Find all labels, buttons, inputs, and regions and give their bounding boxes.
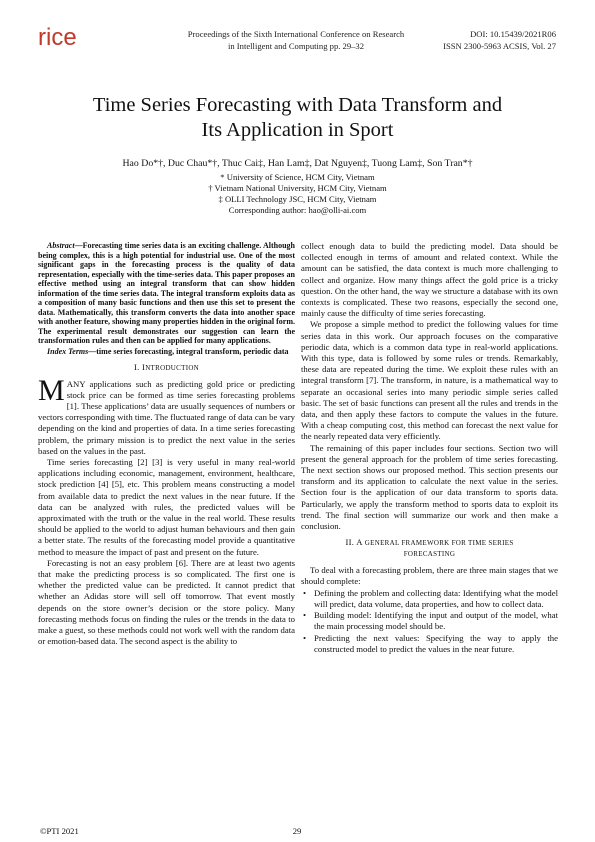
intro-paragraph-5: We propose a simple method to predict the following values for time series data in this work. Our approach focuses on the comparative periodic data, which is a common data type in real-world applications. With this type, data is followed by some rules or trends. Remarkably, these data are repeated during the time. We exploit these rules with an integral transform [7]. The transform, in nature, is a mathematical way to separate an occasional series into many periodic simple series called basic. The set of basic functions can present all the rules and trends in the data, and then apply these factors to compute the values in the future. With a cheap computing cost, this method can forecast the next value for the nearly repeated data very efficiently. bbox=[301, 319, 558, 442]
index-terms-label: Index Terms bbox=[47, 347, 89, 357]
page-number: 29 bbox=[292, 826, 302, 836]
title-line-2: Its Application in Sport bbox=[201, 119, 394, 141]
doi: DOI: 10.15439/2021R06 bbox=[470, 29, 556, 39]
issn: ISSN 2300-5963 ACSIS, Vol. 27 bbox=[443, 41, 556, 51]
affiliation-2: † Vietnam National University, HCM City, Vietnam bbox=[208, 183, 387, 193]
intro-paragraph-4: collect enough data to build the predicting model. Data should be collected enough in terms of amount and related context. While the amount can be satisfied, the data context is much more challenging to collect and organize. How many things affect the gold price is a tricky question. On the other hand, the way we structure a database with its own contexts is complicated. These two reasons, especially the second one, mainly cause the difficulty of time series forecasting. bbox=[301, 241, 558, 319]
author-list: Hao Do*†, Duc Chau*†, Thuc Cai‡, Han Lam‡, Dat Nguyen‡, Tuong Lam‡, Son Tran*† bbox=[122, 158, 473, 169]
intro-paragraph-3: Forecasting is not an easy problem [6]. There are at least two agents that make the predicting process is so complicated. The first one is whether the predicted value can be predicted. It cannot predict that whether an Adidas store will sell off tomorrow. That event mostly depends on the store owner’s decision or the store policy. Many forecasting methods focus on finding the rules or the trends in the data to make a guest, so these methods could not work well with the random data or emotion-based data. The second aspect is the ability to bbox=[38, 557, 295, 647]
framework-paragraph-1: To deal with a forecasting problem, there are three main stages that we should complete: bbox=[301, 565, 558, 587]
intro-paragraph-6: The remaining of this paper includes four sections. Section two will present the general approach for the problem of time series forecasting. The next section shows our proposed method. This section presents our transform and its application to calculate the next value in the series. Section four is the application of our data transform to sports data. Particularly, we apply the transform method to sports data to exploit its trend. The final section will summarize our work and then make a conclusion. bbox=[301, 442, 558, 532]
conference-line-1: Proceedings of the Sixth International Conference on Research bbox=[187, 29, 405, 39]
conference-header bbox=[165, 28, 427, 52]
section-2-line-1 bbox=[301, 537, 558, 549]
index-terms-text: —time series forecasting, integral transform, periodic data bbox=[88, 347, 289, 357]
right-column bbox=[301, 241, 558, 655]
conference-line-2: in Intelligent and Computing pp. 29–32 bbox=[227, 41, 365, 51]
section-1-cap: I bbox=[142, 361, 146, 372]
abstract-label: Abstract bbox=[47, 241, 75, 250]
framework-steps bbox=[301, 588, 558, 655]
publication-info bbox=[438, 28, 556, 52]
section-2-numeral: II. bbox=[345, 537, 357, 548]
abstract-text: —Forecasting time series data is an exciting challenge. Although being complex, this is a high potential for industrial use. One of the most significant gaps in the forecasting process is the quality of data representation, especially with the time-series data. This paper proposes an effective method using an integral transform that can show hidden information of the time series data. The integral transform exploits data as a composition of many basic functions and then use this set to present the data. Mathematically, this transform converts the data into another space with another feature, showing many properties hidden in the original form. The experimental result demonstrates our suggestion can learn the transformation rules and then can be applied for many applications. bbox=[38, 241, 295, 346]
intro-paragraph-1 bbox=[38, 373, 295, 457]
section-2-rest: GENERAL FRAMEWORK FOR TIME SERIES bbox=[362, 539, 514, 548]
list-item: • Building model: Identifying the input and output of the model, what the main processing model should be. bbox=[312, 610, 558, 632]
affiliation-3: ‡ OLLI Technology JSC, HCM City, Vietnam bbox=[218, 194, 377, 204]
title-line-1: Time Series Forecasting with Data Transform and bbox=[92, 94, 503, 116]
section-1-numeral: I. bbox=[133, 361, 143, 372]
list-item: • Predicting the next values: Specifying the way to apply the constructed model to predict the values in the near future. bbox=[312, 633, 558, 655]
index-terms bbox=[38, 347, 295, 357]
list-item: • Defining the problem and collecting data: Identifying what the model will predict, data volume, data properties, and how to collect data. bbox=[312, 588, 558, 610]
abstract bbox=[38, 241, 295, 346]
left-column bbox=[38, 241, 295, 647]
intro-first-word: ANY bbox=[66, 378, 86, 389]
section-1-rest: NTRODUCTION bbox=[145, 363, 200, 372]
copyright: ©PTI 2021 bbox=[40, 826, 79, 836]
section-heading-introduction bbox=[38, 362, 295, 374]
intro-paragraph-2: Time series forecasting [2] [3] is very useful in many real-world applications including economic, management, environment, healthcare, stock prediction [4] [5], etc. This problem means constructing a model from available data to predict the next values in the near future. If the data can be analyzed with rules, the predicted values will be approximated with the truth or the value in the real world. These results should be applied to the world to adjust human behaviours and then gain a better state. The results of the forecasting model provide a quantitative method to measure the impact of past and present on the future. bbox=[38, 456, 295, 557]
affiliation-1: * University of Science, HCM City, Vietnam bbox=[220, 172, 375, 182]
section-2-cap: A bbox=[356, 537, 363, 548]
drop-cap: M bbox=[38, 373, 65, 407]
section-heading-framework bbox=[301, 537, 558, 560]
corresponding-author: Corresponding author: hao@olli-ai.com bbox=[228, 205, 367, 215]
svg-text:rice: rice bbox=[38, 24, 77, 50]
section-2-line-2: FORECASTING bbox=[403, 550, 456, 559]
affiliations bbox=[40, 172, 555, 216]
paper-title bbox=[40, 93, 555, 143]
rice-logo bbox=[38, 24, 90, 50]
intro-p1-text: applications such as predicting gold price or predicting stock price can be formed as time series forecasting problems [1]. These applications’ data are usually sequences of numbers or vectors corresponding with time. The fluctuated range of data can be vary depending on the kind and properties of data. In a time series forecasting problem, the primary mission is to predict the next value in the series based on the values in the past. bbox=[38, 378, 295, 456]
